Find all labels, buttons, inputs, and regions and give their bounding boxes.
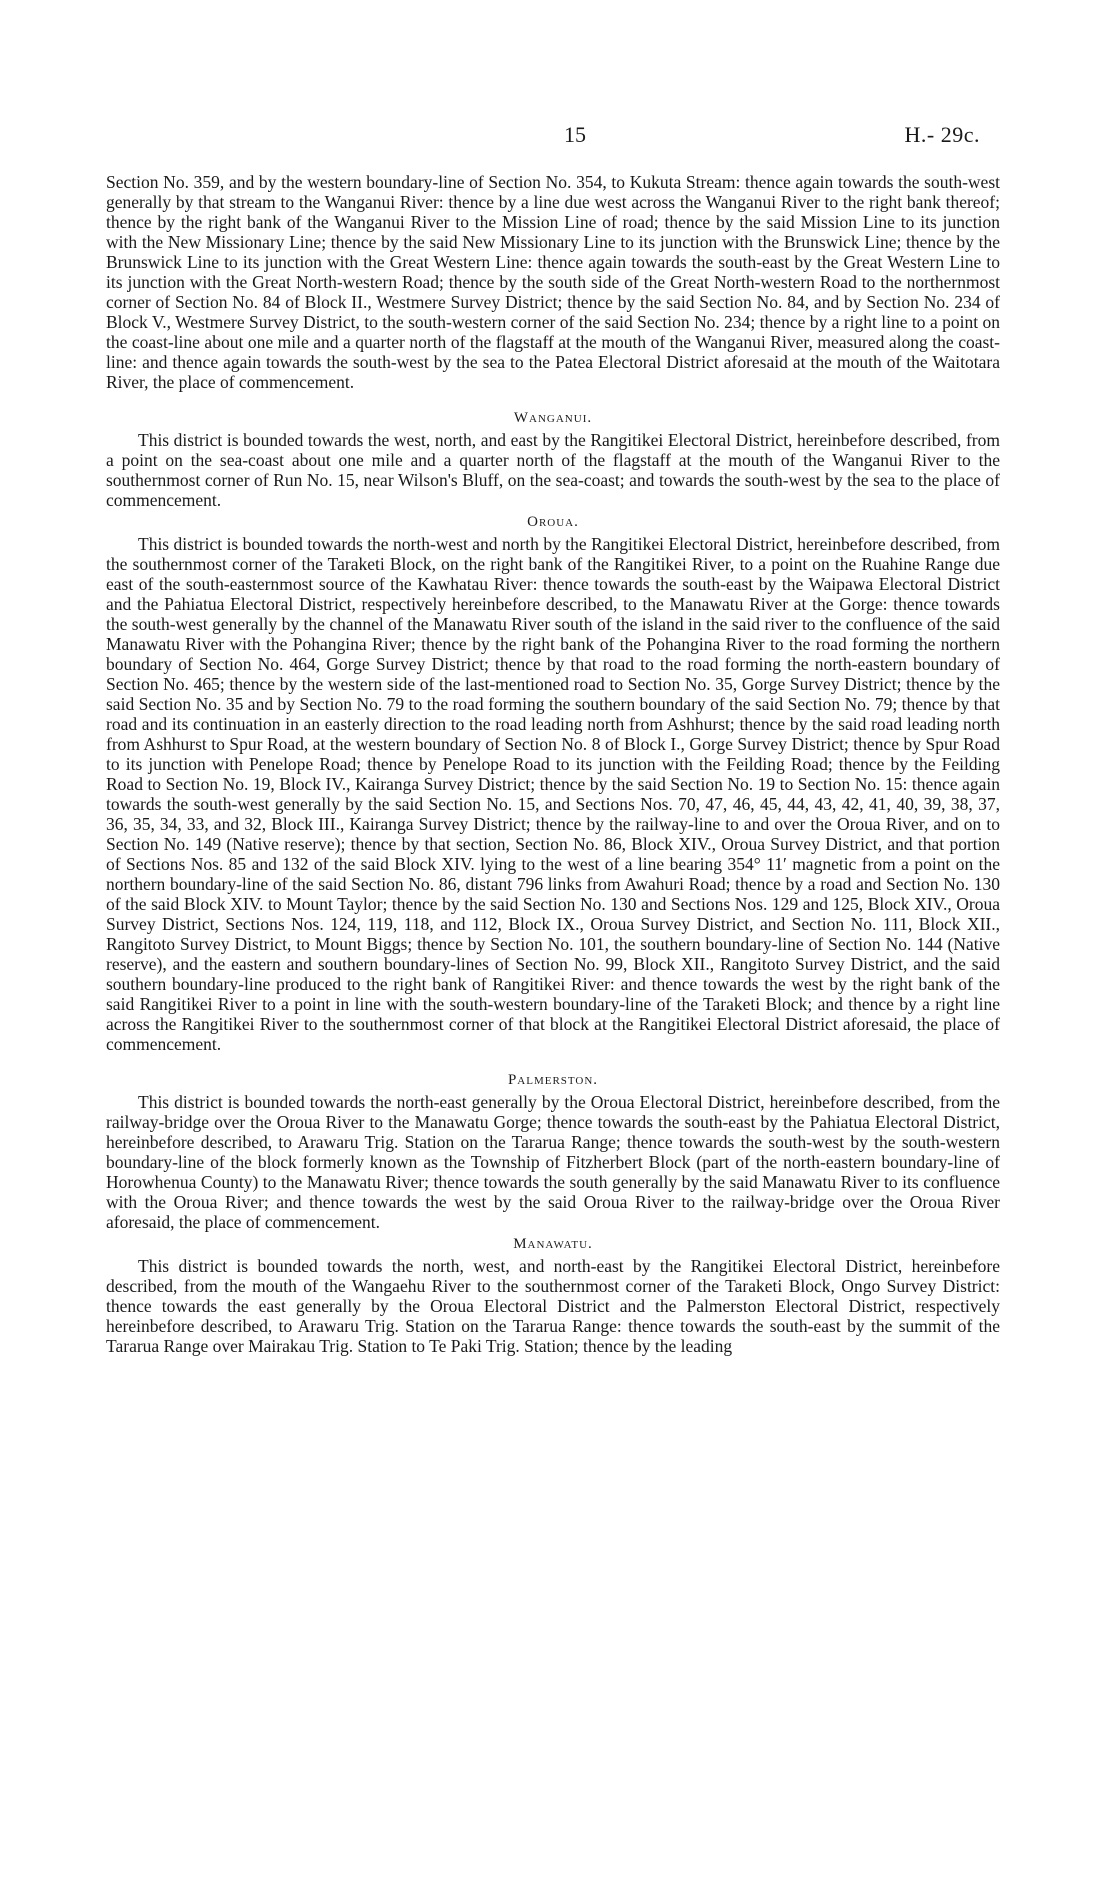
intro-paragraph: Section No. 359, and by the western boundary-line of Section No. 354, to Kukuta Stream: thence again towards the south-west generally by that stream to the Wanganui River: thence by a line due west across the Wanganui River to the right bank thereof; thence by the right bank of the Wanganui River to the Mission Line of road; thence by the said Mission Line to its junction with the New Missionary Line; thence by the said New Missionary Line to its junction with the Brunswick Line; thence by the Brunswick Line to its junction with the Great Western Line: thence again towards the south-east by the Great Western Line to its junction with the Great North-western Road; thence by the south side of the Great North-western Road to the northernmost corner of Section No. 84 of Block II., Westmere Survey District; thence by the said Section No. 84, and by Section No. 234 of Block V., Westmere Survey District, to the south-western corner of the said Section No. 234; thence by a right line to a point on the coast-line about one mile and a quarter north of the flagstaff at the mouth of the Wanganui River, measured along the coast-line: and thence again towards the south-west by the sea to the Patea Electoral District aforesaid at the mouth of the Waitotara River, the place of commencement. [106, 172, 1000, 392]
page-header [170, 122, 980, 152]
document-body [106, 172, 1000, 1356]
section-heading-oroua: Oroua. [527, 514, 579, 530]
section-heading-palmerston: Palmerston. [507, 1072, 599, 1088]
section-text-wanganui: This district is bounded towards the west, north, and east by the Rangitikei Electoral District, hereinbefore described, from a point on the sea-coast about one mile and a quarter north of the flagstaff at the mouth of the Wanganui River to the southernmost corner of Run No. 15, near Wilson's Bluff, on the sea-coast; and towards the south-west by the sea to the place of commencement. [106, 430, 1000, 510]
page-number: 15 [564, 122, 586, 147]
section-heading-manawatu: Manawatu. [513, 1236, 593, 1252]
document-reference: H.- 29c. [904, 122, 980, 147]
section-heading-wanganui: Wanganui. [513, 410, 593, 426]
section-text-manawatu: This district is bounded towards the north, west, and north-east by the Rangitikei Electoral District, hereinbefore described, from the mouth of the Wangaehu River to the southernmost corner of the Taraketi Block, Ongo Survey District: thence towards the east generally by the Oroua Electoral District and the Palmerston Electoral District, respectively hereinbefore described, to Arawaru Trig. Station on the Tararua Range: thence towards the south-east by the summit of the Tararua Range over Mairakau Trig. Station to Te Paki Trig. Station; thence by the leading [106, 1256, 1000, 1356]
section-text-palmerston: This district is bounded towards the north-east generally by the Oroua Electoral District, hereinbefore described, from the railway-bridge over the Oroua River to the Manawatu Gorge; thence towards the south-east by the Pahiatua Electoral District, hereinbefore described, to Arawaru Trig. Station on the Tararua Range; thence towards the south-west by the south-western boundary-line of the block formerly known as the Township of Fitzherbert Block (part of the north-eastern boundary-line of Horowhenua County) to the Manawatu River; thence towards the south generally by the said Manawatu River to its confluence with the Oroua River; and thence towards the west by the said Oroua River to the railway-bridge over the Oroua River aforesaid, the place of commencement. [106, 1092, 1000, 1232]
section-text-oroua: This district is bounded towards the north-west and north by the Rangitikei Electoral District, hereinbefore described, from the southernmost corner of the Taraketi Block, on the right bank of the Rangitikei River, to a point on the Ruahine Range due east of the south-easternmost source of the Kawhatau River: thence towards the south-east by the Waipawa Electoral District and the Pahiatua Electoral District, respectively hereinbefore described, to the Manawatu River at the Gorge: thence towards the south-west generally by the channel of the Manawatu River south of the island in the said river to the confluence of the said Manawatu River with the Pohangina River; thence by the right bank of the Pohangina River to the road forming the northern boundary of Section No. 464, Gorge Survey District; thence by that road to the road forming the north-eastern boundary of Section No. 465; thence by the western side of the last-mentioned road to Section No. 35, Gorge Survey District; thence by the said Section No. 35 and by Section No. 79 to the road forming the southern boundary of the said Section No. 79; thence by that road and its continuation in an easterly direction to the road leading north from Ashhurst; thence by the said road leading north from Ashhurst to Spur Road, at the western boundary of Section No. 8 of Block I., Gorge Survey District; thence by Spur Road to its junction with Penelope Road; thence by Penelope Road to its junction with the Feilding Road; thence by the Feilding Road to Section No. 19, Block IV., Kairanga Survey District; thence by the said Section No. 19 to Section No. 15: thence again towards the south-west generally by the said Section No. 15, and Sections Nos. 70, 47, 46, 45, 44, 43, 42, 41, 40, 39, 38, 37, 36, 35, 34, 33, and 32, Block III., Kairanga Survey District; thence by the railway-line to and over the Oroua River, and on to Section No. 149 (Native reserve); thence by that section, Section No. 86, Block XIV., Oroua Survey District, and that portion of Sections Nos. 85 and 132 of the said Block XIV. lying to the west of a line bearing 354° 11′ magnetic from a point on the northern boundary-line of the said Section No. 86, distant 796 links from Awahuri Road; thence by a road and Section No. 130 of the said Block XIV. to Mount Taylor; thence by the said Section No. 130 and Sections Nos. 129 and 125, Block XIV., Oroua Survey District, Sections Nos. 124, 119, 118, and 112, Block IX., Oroua Survey District, and Section No. 111, Block XII., Rangitoto Survey District, to Mount Biggs; thence by Section No. 101, the southern boundary-line of Section No. 144 (Native reserve), and the eastern and southern boundary-lines of Section No. 99, Block XII., Rangitoto Survey District, and the said southern boundary-line produced to the right bank of Rangitikei River: and thence towards the west by the right bank of the said Rangitikei River to a point in line with the south-western boundary-line of the Taraketi Block; and thence by a right line across the Rangitikei River to the southernmost corner of that block at the Rangitikei Electoral District aforesaid, the place of commencement. [106, 534, 1000, 1054]
